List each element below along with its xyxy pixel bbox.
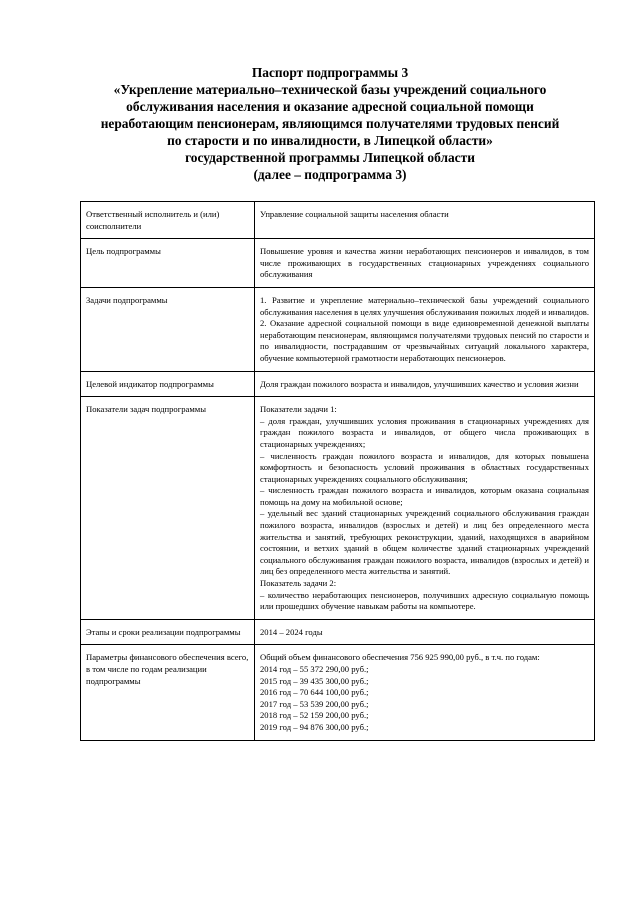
table-row — [81, 619, 595, 645]
row-label: Задачи подпрограммы — [81, 287, 255, 371]
row-paragraph: 1. Развитие и укрепление материально–технической базы учреждений социального обслуживания населения в целях улучшения обслуживания пожилых людей и инвалидов. — [260, 294, 589, 317]
row-paragraph: 2. Оказание адресной социальной помощи в виде единовременной денежной выплаты неработающим пенсионерам, являющимся получателями трудовых пенсий по старости и по инвалидности, пострадавшим от чрезвычайных ситуаций локального характера, обучение компьютерной грамотности неработающих пенсионеров. — [260, 318, 589, 363]
row-value — [255, 287, 595, 371]
title-line: государственной программы Липецкой области — [185, 150, 475, 165]
finance-year: 2018 год – 52 159 200,00 руб.; — [260, 710, 369, 721]
title-line: «Укрепление материально–технической базы учреждений социального — [113, 82, 547, 97]
table-row — [81, 645, 595, 740]
row-paragraph: 2014 – 2024 годы — [260, 626, 323, 637]
document-title — [60, 64, 600, 183]
finance-value — [255, 645, 595, 740]
table-row — [81, 239, 595, 288]
row-value — [255, 239, 595, 288]
row-value — [255, 619, 595, 645]
table-row — [81, 202, 595, 239]
finance-year: 2015 год – 39 435 300,00 руб.; — [260, 675, 369, 686]
title-line: (далее – подпрограмма 3) — [253, 167, 407, 182]
title-line: Паспорт подпрограммы 3 — [251, 65, 409, 80]
table-row — [81, 397, 595, 620]
title-line: по старости и по инвалидности, в Липецкой области» — [167, 133, 493, 148]
passport-table — [80, 201, 595, 741]
row-label: Цель подпрограммы — [81, 239, 255, 288]
row-value — [255, 202, 595, 239]
row-paragraph: Управление социальной защиты населения области — [260, 209, 449, 219]
row-paragraph: – численность граждан пожилого возраста и инвалидов, для которых повышена комфортность и безопасность условий проживания в областных государственных стационарных учреждениях социального обслуживания; — [260, 450, 589, 484]
row-label: Этапы и сроки реализации подпрограммы — [81, 619, 255, 645]
row-paragraph: Показатель задачи 2: — [260, 578, 337, 589]
row-paragraph: Повышение уровня и качества жизни неработающих пенсионеров и инвалидов, в том числе проживающих в государственных стационарных учреждениях социального обслуживания — [260, 246, 589, 280]
finance-total: Общий объем финансового обеспечения 756 925 990,00 руб., в т.ч. по годам: — [260, 652, 540, 663]
row-value — [255, 397, 595, 620]
table-row — [81, 287, 595, 371]
row-paragraph: Доля граждан пожилого возраста и инвалидов, улучшивших качество и условия жизни — [260, 378, 579, 389]
title-line: неработающим пенсионерам, являющимся получателями трудовых пенсий — [100, 116, 560, 131]
finance-year: 2016 год – 70 644 100,00 руб.; — [260, 687, 369, 698]
row-paragraph: – численность граждан пожилого возраста и инвалидов, которым оказана социальная помощь на дому на мобильной основе; — [260, 485, 589, 507]
row-label: Параметры финансового обеспечения всего, в том числе по годам реализации подпрограммы — [81, 645, 255, 740]
row-paragraph: – количество неработающих пенсионеров, получивших адресную социальную помощь или прошедших обучение навыкам работы на компьютере. — [260, 589, 589, 612]
row-paragraph: Показатели задачи 1: — [260, 404, 337, 415]
finance-year: 2014 год – 55 372 290,00 руб.; — [260, 664, 369, 674]
row-label: Показатели задач подпрограммы — [81, 397, 255, 620]
row-value — [255, 371, 595, 397]
finance-year: 2017 год – 53 539 200,00 руб.; — [260, 698, 369, 709]
table-row — [81, 371, 595, 397]
row-label: Ответственный исполнитель и (или) соисполнители — [81, 202, 255, 239]
row-paragraph: – удельный вес зданий стационарных учреждений социального обслуживания граждан пожилого возраста, инвалидов (взрослых и детей) и лиц без определенного места жительства и занятий, требующих реконструкции, зданий, находящихся в аварийном состоянии, и ветхих зданий в общем количестве зданий стационарных учреждений социального обслуживания граждан пожилого возраста, инвалидов (взрослых и детей) и лиц без определенного места жительства и занятий. — [260, 508, 589, 577]
row-paragraph: – доля граждан, улучшивших условия проживания в стационарных учреждениях для граждан пожилого возраста и инвалидов, от общего числа проживающих в стационарных учреждениях; — [260, 415, 589, 449]
row-label: Целевой индикатор подпрограммы — [81, 371, 255, 397]
title-line: обслуживания населения и оказание адресной социальной помощи — [126, 99, 534, 114]
finance-year: 2019 год – 94 876 300,00 руб.; — [260, 721, 369, 732]
